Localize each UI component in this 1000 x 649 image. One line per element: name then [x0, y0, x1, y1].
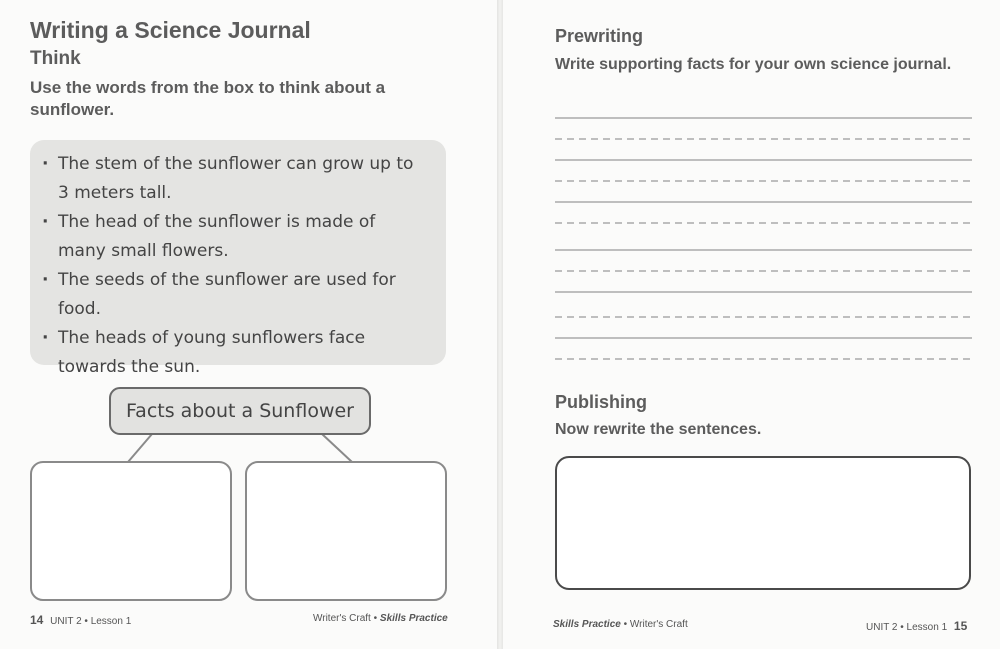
right-page [503, 0, 1000, 649]
footer-left [30, 613, 131, 627]
fact-box-right[interactable] [246, 462, 446, 600]
connector-line-right [322, 434, 352, 462]
publishing-box[interactable] [555, 456, 971, 590]
footer-writers-craft: Writer's Craft • [313, 613, 380, 624]
connector-line-left [128, 434, 152, 462]
section-heading-prewriting: Prewriting [555, 26, 644, 46]
page-title: Writing a Science Journal [30, 17, 311, 43]
section-heading-publishing: Publishing [555, 392, 647, 412]
footer-right [866, 619, 967, 633]
graphic-organizer [0, 0, 497, 649]
fact-item: · The head of the sunflower is made of many small flowers. [42, 208, 428, 266]
section-heading-think: Think [30, 48, 81, 69]
unit-lesson: UNIT 2 • Lesson 1 [50, 616, 132, 627]
footer-skills-practice: Skills Practice [553, 619, 621, 630]
fact-box-left[interactable] [31, 462, 231, 600]
footer-skills-practice: Skills Practice [379, 613, 448, 624]
fact-item: · The heads of young sunflowers face towards the sun. [42, 324, 428, 382]
footer-writers-craft: • Writer's Craft [620, 619, 688, 630]
fact-item: · The stem of the sunflower can grow up to 3 meters tall. [42, 150, 428, 208]
web-title: Facts about a Sunflower [126, 400, 354, 422]
fact-item: · The seeds of the sunflower are used for food. [42, 266, 428, 324]
publishing-instruction: Now rewrite the sentences. [555, 421, 762, 438]
left-page [0, 0, 497, 649]
unit-lesson: UNIT 2 • Lesson 1 [866, 622, 948, 633]
footer-left [553, 619, 688, 630]
page-number: 15 [953, 619, 968, 633]
think-instruction: Use the words from the box to think about a sunflower. [30, 78, 386, 119]
footer-right [313, 613, 448, 624]
prewriting-instruction: Write supporting facts for your own science journal. [555, 56, 952, 73]
page-number: 14 [30, 613, 44, 627]
